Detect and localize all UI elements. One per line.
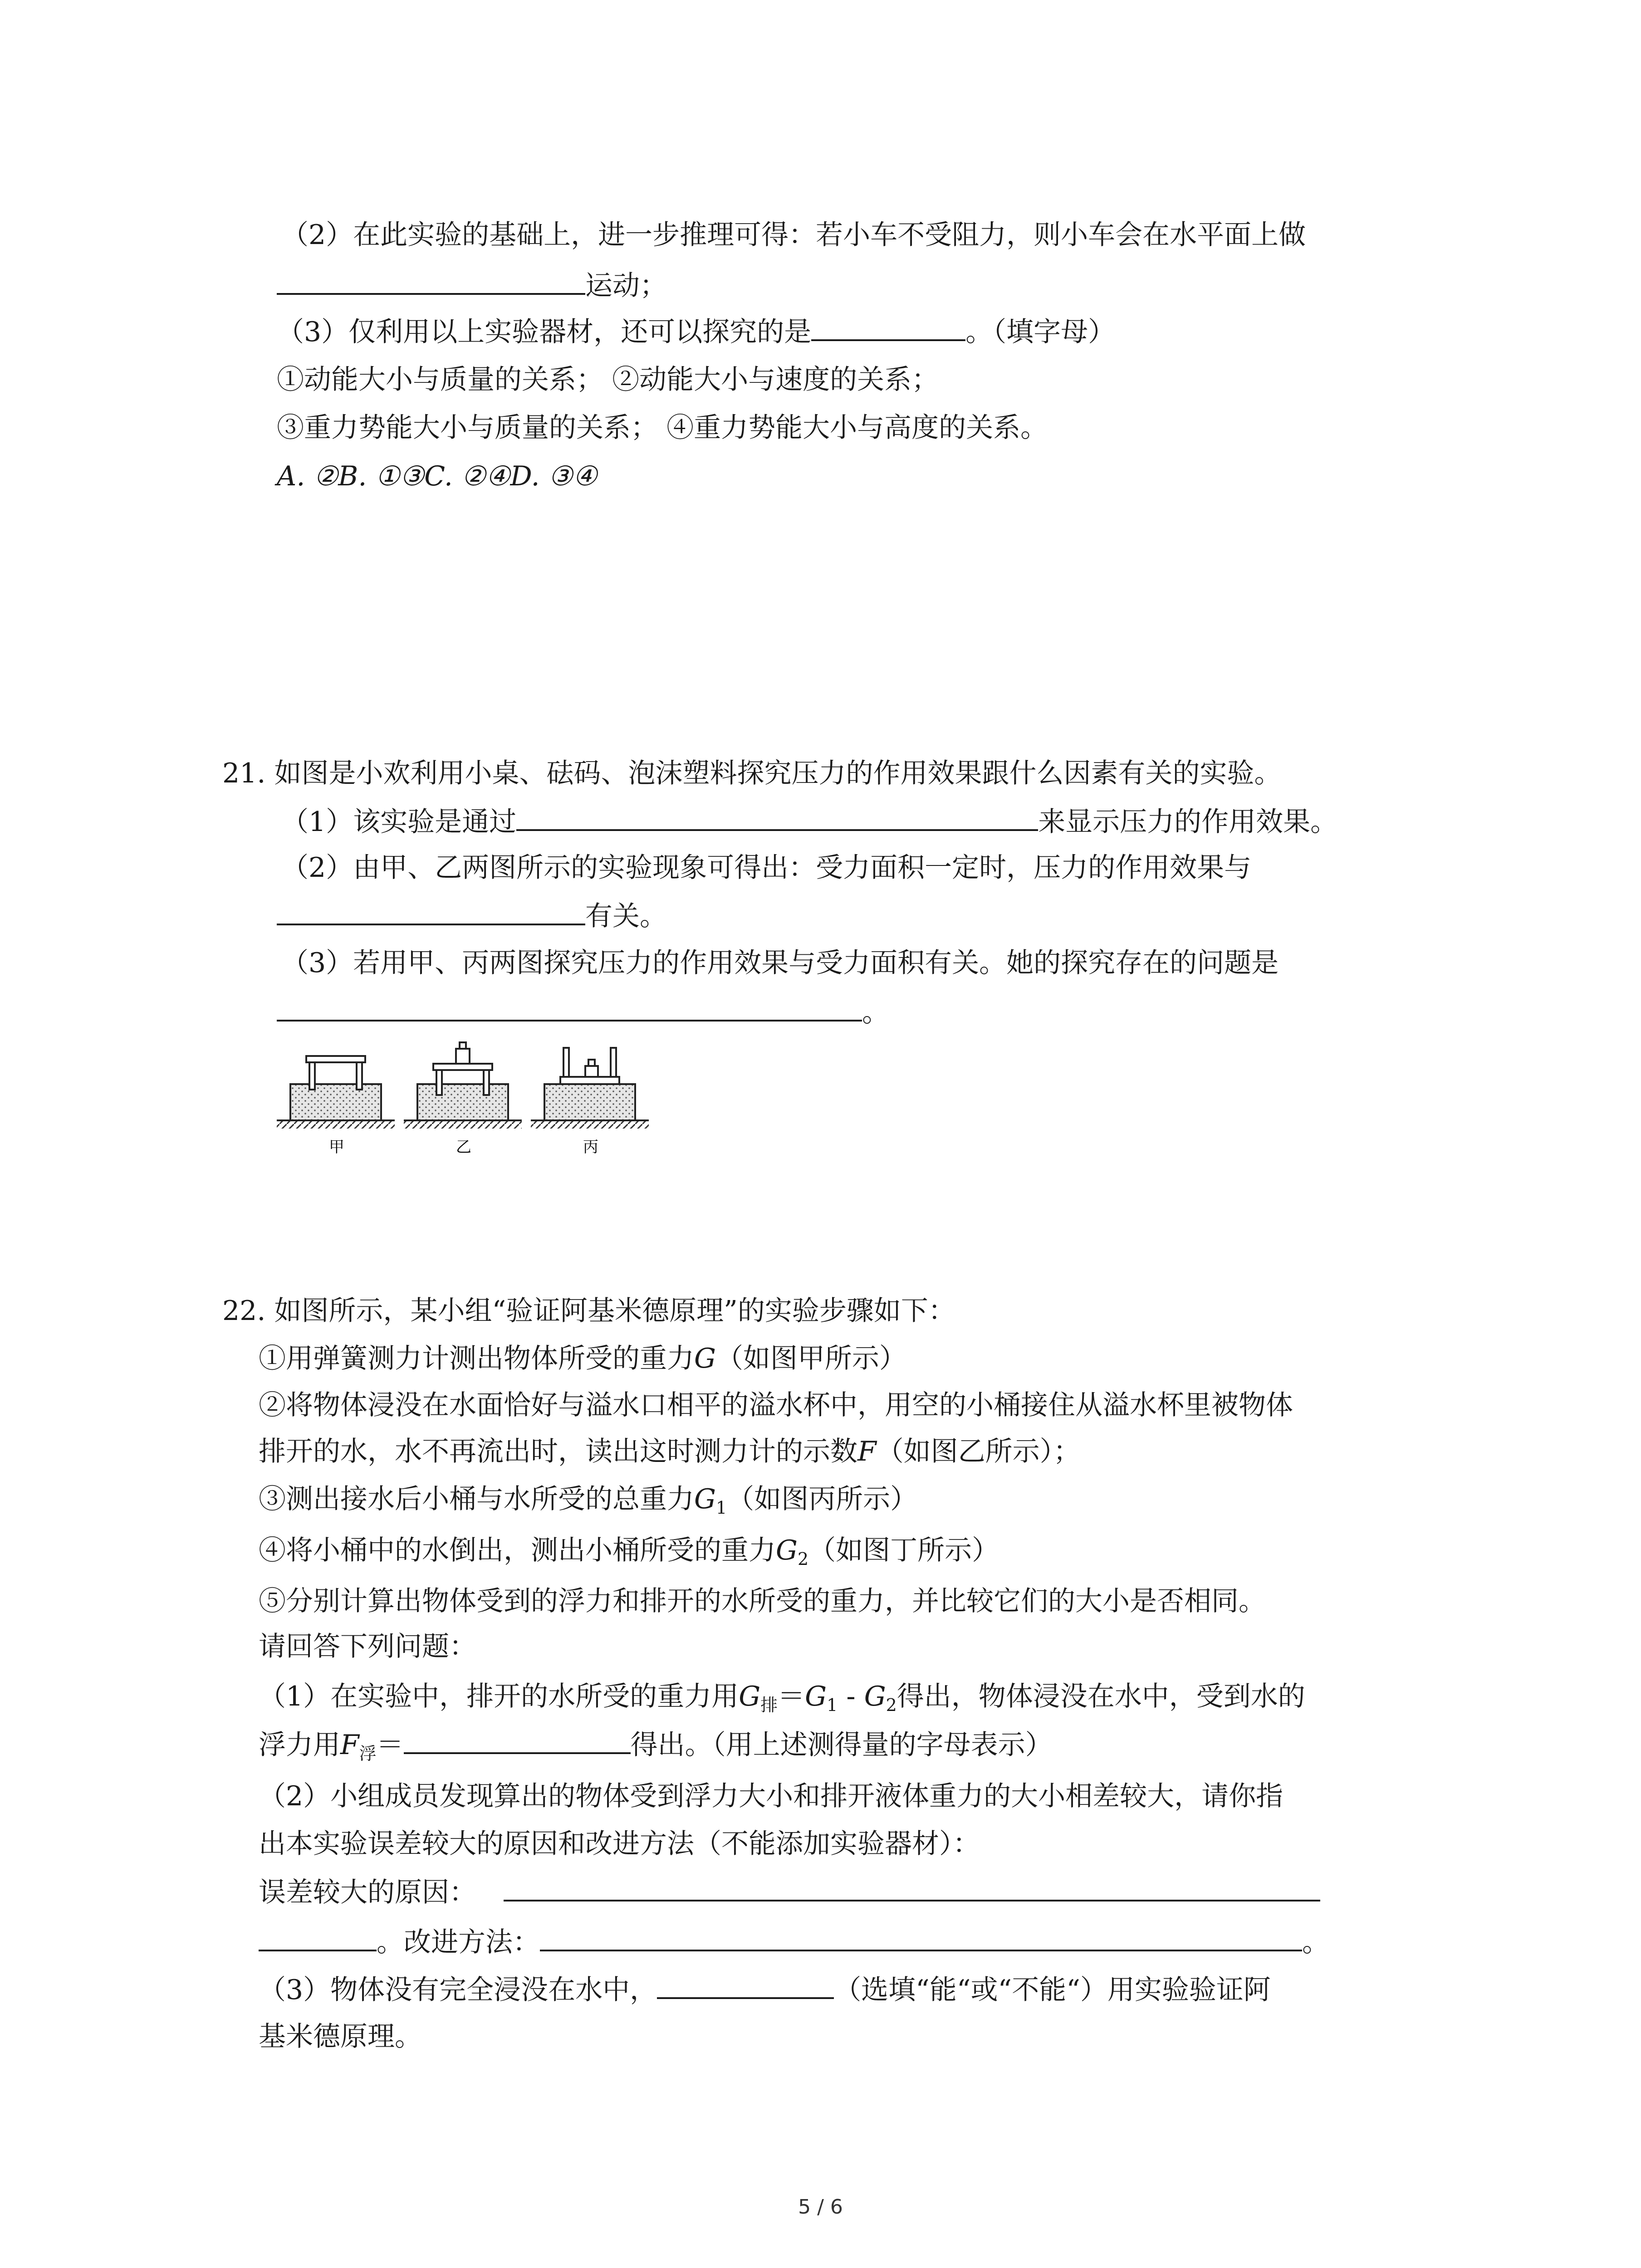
q20-part2-answer-line: 运动； — [277, 267, 667, 304]
figure-jia — [277, 1056, 395, 1129]
q21-part1-blank[interactable] — [516, 803, 1038, 831]
q22-ask: 请回答下列问题： — [259, 1631, 476, 1662]
q22-step4: ④将小桶中的水倒出，测出小桶所受的重力$G_2$（如图丁所示） — [259, 1535, 999, 1569]
figure-yi — [404, 1042, 522, 1129]
figure-label-bing: 丙 — [583, 1138, 598, 1156]
q22-step3: ③测出接水后小桶与水所受的总重力$G_1$（如图丙所示） — [259, 1483, 918, 1518]
page-number: 5 / 6 — [798, 2195, 843, 2219]
q20-choices: A. ②B. ①③C. ②④D. ③④ — [277, 460, 598, 492]
q20-part2-text: （2）在此实验的基础上，进一步推理可得：若小车不受阻力，则小车会在水平面上做 — [281, 219, 1306, 251]
q22-part2-line2: 出本实验误差较大的原因和改进方法（不能添加实验器材）： — [259, 1828, 980, 1860]
q22-reason-blank[interactable] — [504, 1873, 1320, 1901]
q21-part3-answer-line: 。 — [277, 993, 889, 1031]
figure-bing — [531, 1048, 649, 1129]
q21-part1: （1）该实验是通过 来显示压力的作用效果。 — [281, 803, 1337, 840]
q22-part1-blank[interactable] — [404, 1726, 631, 1754]
q22-step2-line1: ②将物体浸没在水面恰好与溢水口相平的溢水杯中，用空的小桶接住从溢水杯里被物体 — [259, 1389, 1293, 1421]
q22-improve-blank[interactable] — [540, 1923, 1302, 1951]
q20-part3-blank[interactable] — [811, 313, 965, 341]
q22-step5: ⑤分别计算出物体受到的浮力和排开的水所受的重力，并比较它们的大小是否相同。 — [259, 1585, 1266, 1617]
figure-label-jia: 甲 — [329, 1138, 344, 1156]
q22-part1-line1: （1）在实验中，排开的水所受的重力用$G_排=G_1 - G_2$得出，物体浸没在水中，受到水的 — [259, 1681, 1305, 1715]
q20-part2-blank[interactable] — [277, 267, 585, 295]
q20-part3-text: （3）仅利用以上实验器材，还可以探究的是 。（填字母） — [277, 313, 1115, 350]
q22-part3-line1: （3）物体没有完全浸没在水中， （选填“能“或“不能“）用实验验证阿 — [259, 1971, 1271, 2008]
q22-step1: ①用弹簧测力计测出物体所受的重力G（如图甲所示） — [259, 1343, 906, 1374]
q22-reason-blank-cont[interactable] — [259, 1923, 377, 1951]
q22-step2-line2: 排开的水，水不再流出时，读出这时测力计的示数F（如图乙所示）； — [259, 1436, 1081, 1467]
figure-label-yi: 乙 — [456, 1138, 471, 1156]
q21-part2-text: （2）由甲、乙两图所示的实验现象可得出：受力面积一定时，压力的作用效果与 — [281, 852, 1252, 884]
q22-stem: 22. 如图所示，某小组“验证阿基米德原理”的实验步骤如下： — [222, 1295, 955, 1327]
q20-options-3-4: ③重力势能大小与质量的关系； ④重力势能大小与高度的关系。 — [277, 412, 1048, 444]
q21-part3-text: （3）若用甲、丙两图探究压力的作用效果与受力面积有关。她的探究存在的问题是 — [281, 947, 1279, 979]
q21-part2-answer-line: 有关。 — [277, 897, 667, 934]
q21-experiment-figure — [272, 1030, 671, 1166]
q22-part3-blank[interactable] — [657, 1971, 834, 1999]
q21-stem: 21. 如图是小欢利用小桌、砝码、泡沫塑料探究压力的作用效果跟什么因素有关的实验。 — [222, 758, 1282, 789]
q21-part2-blank[interactable] — [277, 897, 585, 925]
q22-reason-line: 误差较大的原因： — [259, 1873, 1320, 1911]
q22-improve-line: 。改进方法： 。 — [259, 1923, 1329, 1960]
q22-part2-line1: （2）小组成员发现算出的物体受到浮力大小和排开液体重力的大小相差较大，请你指 — [259, 1780, 1283, 1812]
q20-options-1-2: ①动能大小与质量的关系； ②动能大小与速度的关系； — [277, 364, 939, 396]
q21-part3-blank[interactable] — [277, 993, 862, 1022]
q22-part1-line2: 浮力用$F_浮=$ 得出。（用上述测得量的字母表示） — [259, 1726, 1053, 1772]
q22-part3-line2: 基米德原理。 — [259, 2021, 422, 2053]
